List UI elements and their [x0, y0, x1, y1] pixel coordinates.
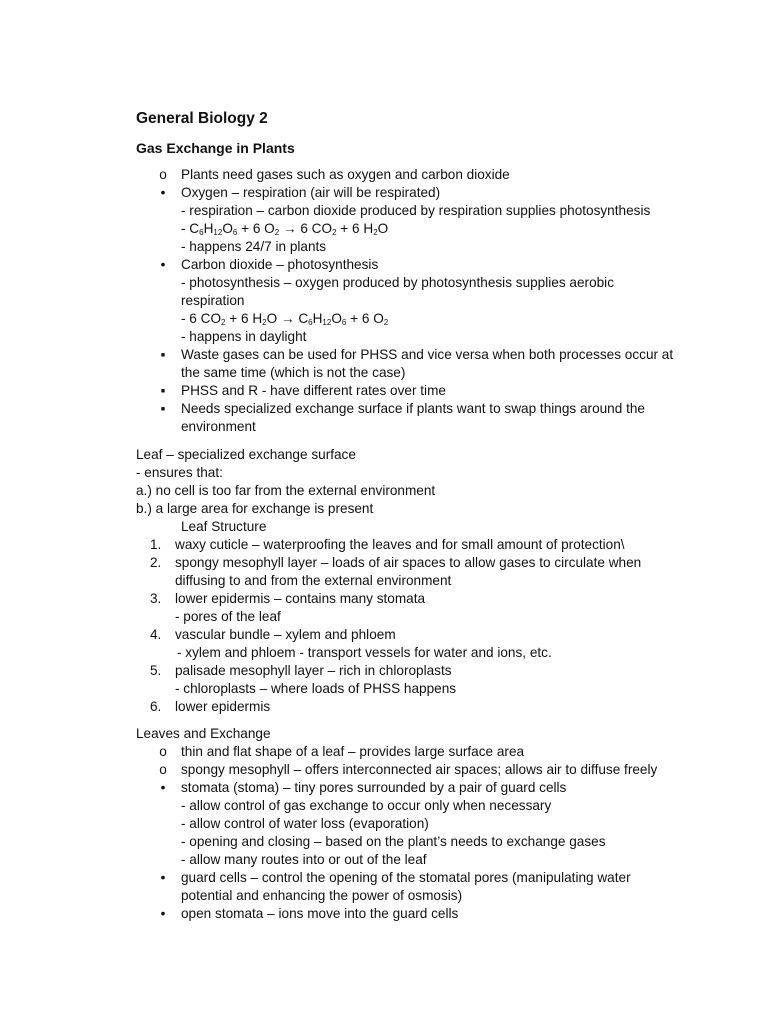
- list-subitem: - allow control of gas exchange to occur only when necessary: [181, 798, 552, 813]
- disc-bullet-icon: •: [160, 870, 166, 885]
- list-item: ▪ PHSS and R - have different rates over time: [0, 382, 681, 400]
- list-subitem: - chloroplasts – where loads of PHSS happens: [175, 681, 457, 696]
- square-bullet-icon: ▪: [160, 383, 166, 398]
- circle-bullet-icon: o: [159, 744, 167, 759]
- disc-bullet-icon: •: [160, 906, 166, 921]
- circle-bullet-icon: o: [159, 167, 167, 182]
- list-item: 3. lower epidermis – contains many stomata - pores of the leaf: [0, 590, 675, 626]
- list-item: 6. lower epidermis: [150, 699, 271, 714]
- list-subitem: - photosynthesis – oxygen produced by photosynthesis supplies aerobic respiration: [181, 275, 615, 308]
- paragraph-line: - ensures that:: [136, 465, 223, 480]
- document-title: General Biology 2: [136, 110, 268, 127]
- list-item: • stomata (stoma) – tiny pores surrounded by a pair of guard cells - allow control of gas exchange to occur only when necessary - allow control of water loss (evaporation) - opening and closing – based on the plant’s needs to exchange gases - allow many routes into or out of the leaf: [0, 779, 681, 869]
- list-item: 2. spongy mesophyll layer – loads of air spaces to allow gases to circulate when diffusing to and from the external environment: [150, 555, 642, 588]
- disc-bullet-icon: •: [160, 185, 166, 200]
- list-item: • Oxygen – respiration (air will be respirated) - respiration – carbon dioxide produced by respiration supplies photosynthesis - $C_6H_{12}O_6 + 6$ $O_2 \to 6$ $CO_2 + 6$ $H_2O$ - happens 24/7 in plants: [0, 184, 681, 256]
- leaf-structure-heading: Leaf Structure: [181, 519, 267, 534]
- list-item: 4. vascular bundle – xylem and phloem - xylem and phloem - transport vessels for water and ions, etc.: [0, 626, 675, 662]
- list-item: • Carbon dioxide – photosynthesis - photosynthesis – oxygen produced by photosynthesis supplies aerobic respiration - 6 $CO_2 + 6$ $H_2O \to C_6H_{12}O_6 + 6$ $O_2$ - happens in daylight: [0, 256, 681, 346]
- list-subitem: - xylem and phloem - transport vessels for water and ions, etc.: [177, 645, 552, 660]
- list-subitem: - opening and closing – based on the plant’s needs to exchange gases: [181, 834, 606, 849]
- list-item: ▪ Waste gases can be used for PHSS and vice versa when both processes occur at the same time (which is not the case): [0, 346, 681, 382]
- paragraph-line: b.) a large area for exchange is present: [136, 501, 374, 516]
- list-item: 5. palisade mesophyll layer – rich in chloroplasts - chloroplasts – where loads of PHSS happens: [0, 662, 675, 698]
- list-subitem: - allow many routes into or out of the leaf: [181, 852, 427, 867]
- list-item: o Plants need gases such as oxygen and carbon dioxide: [0, 166, 681, 184]
- list-item: o spongy mesophyll – offers interconnected air spaces; allows air to diffuse freely: [0, 761, 681, 779]
- disc-bullet-icon: •: [160, 780, 166, 795]
- leaves-exchange-list: [0, 743, 681, 923]
- gas-exchange-list: [0, 166, 681, 436]
- list-subitem: - pores of the leaf: [175, 609, 281, 624]
- list-item: • open stomata – ions move into the guard cells: [0, 905, 681, 923]
- square-bullet-icon: ▪: [160, 347, 166, 362]
- disc-bullet-icon: •: [160, 257, 166, 272]
- list-subitem: - happens in daylight: [181, 329, 307, 344]
- list-subitem: - happens 24/7 in plants: [181, 239, 327, 254]
- list-subitem: - allow control of water loss (evaporation): [181, 816, 429, 831]
- list-item: o thin and flat shape of a leaf – provides large surface area: [0, 743, 681, 761]
- leaf-structure-list: [0, 536, 675, 716]
- square-bullet-icon: ▪: [160, 401, 166, 416]
- photosynthesis-equation: - 6 $CO_2 + 6$ $H_2O \to C_6H_{12}O_6 + 6$ $O_2$: [181, 311, 389, 327]
- paragraph-line: a.) no cell is too far from the external environment: [136, 483, 436, 498]
- list-item: ▪ Needs specialized exchange surface if plants want to swap things around the environment: [0, 400, 681, 436]
- list-subitem: - respiration – carbon dioxide produced by respiration supplies photosynthesis: [181, 203, 651, 218]
- section-heading-gas-exchange: Gas Exchange in Plants: [136, 140, 295, 156]
- respiration-equation: - $C_6H_{12}O_6 + 6$ $O_2 \to 6$ $CO_2 + 6$ $H_2O$: [181, 221, 389, 237]
- leaf-paragraph: [136, 446, 696, 536]
- leaves-and-exchange-heading: Leaves and Exchange: [136, 726, 271, 741]
- circle-bullet-icon: o: [159, 762, 167, 777]
- list-item: 1. waxy cuticle – waterproofing the leaves and for small amount of protection\: [150, 537, 625, 552]
- list-item: • guard cells – control the opening of the stomatal pores (manipulating water potential and enhancing the power of osmosis): [0, 869, 681, 905]
- paragraph-line: Leaf – specialized exchange surface: [136, 447, 356, 462]
